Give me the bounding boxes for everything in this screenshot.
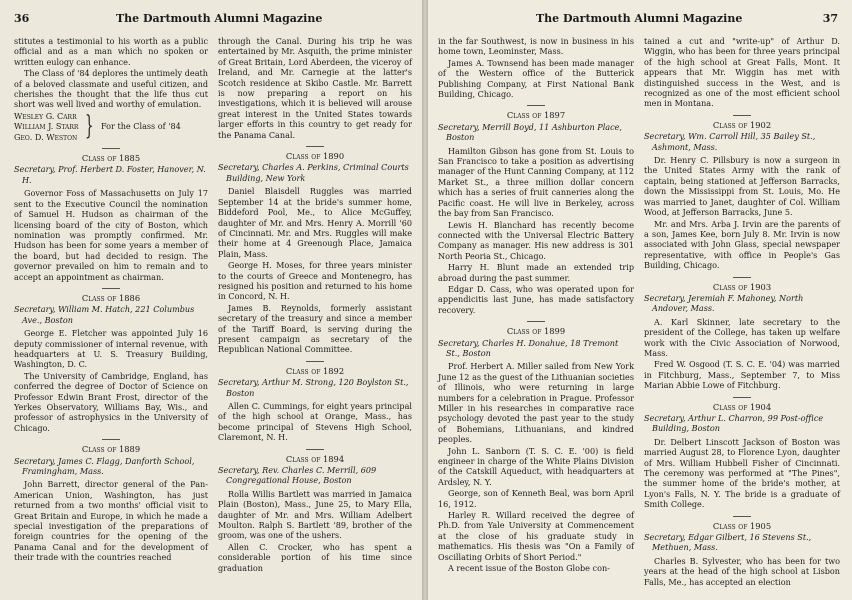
paragraph: The University of Cambridge, England, has conferred the degree of Doctor of Science on Professor Edwin Brant Frost, director of the Yerkes Observatory, Williams Bay, Wis., and professor of astrophysics in the University of Chicago. <box>14 370 208 433</box>
class-heading: Class of 1894 <box>218 449 412 464</box>
paragraph: Fred W. Osgood (T. S. C. E. '04) was married in Fitchburg, Mass., September 7, to Miss Marian Abbie Lowe of Fitchburg. <box>644 359 840 391</box>
secretary-line: Secretary, Wm. Carroll Hill, 35 Bailey St., Ashmont, Mass. <box>644 131 816 152</box>
class-heading: Class of 1890 <box>218 146 412 161</box>
paragraph: George E. Fletcher was appointed July 16 deputy commissioner of internal revenue, with headquarters at U. S. Treasury Building, Washington, D. C. <box>14 328 208 370</box>
paragraph: John L. Sanborn (T. S. C. E. '00) is field engineer in charge of the White Plains Division of the Catskill Aqueduct, with headquarters at Ardsley, N. Y. <box>438 445 634 487</box>
class-heading: Class of 1905 <box>644 516 840 531</box>
secretary-line: Secretary, Jeremiah F. Mahoney, North Andover, Mass. <box>644 292 804 314</box>
secretary-line: Secretary, Arthur L. Charron, 99 Post-office Building, Boston <box>644 413 824 434</box>
secretary-line: Secretary, Charles A. Perkins, Criminal Courts Building, New York <box>218 162 409 183</box>
brace-icon: } <box>85 111 94 142</box>
paragraph: Prof. Herbert A. Miller sailed from New York June 12 as the guest of the Lithuanian societies of Illinois, who were returning in large numbers for a celebration in Prague. Professor Miller in his researches in comparative race psychology devoted the past year to the study of Bohemians, Lithuanians, and kindred peoples. <box>438 361 634 445</box>
class-heading: Class of 1902 <box>644 115 840 130</box>
class-heading: Class of 1897 <box>438 105 634 120</box>
secretary-line: Secretary, Edgar Gilbert, 16 Stevens St., Methuen, Mass. <box>644 532 812 553</box>
paragraph: Daniel Blaisdell Ruggles was married September 14 at the bride's summer home, Biddeford Pool, Me., to Alice McGuffey, daughter of Mr. and Mrs. Henry A. Morrill '60 of Cincinnati. Mr. and Mrs. Ruggles will make their home at 4 Greenough Place, Jamaica Plain, Mass. <box>218 186 412 259</box>
class-heading: Class of 1899 <box>438 321 634 336</box>
paragraph: Charles B. Sylvester, who has been for two years at the head of the high school at Lisbon Falls, Me., has accepted an election <box>644 555 840 587</box>
paragraph: Mr. and Mrs. Arba J. Irvin are the parents of a son, James Kee, born July 8. Mr. Irvin is now associated with John Glass, special newspaper representative, with office in People's Gas Building, Chicago. <box>644 218 840 271</box>
running-head: The Dartmouth Alumni Magazine <box>536 12 743 25</box>
paragraph: Governor Foss of Massachusetts on July 17 sent to the Executive Council the nomination of Samuel H. Hudson as chairman of the licensing board of the city of Boston, which nomination was promptly confirmed. Mr. Hudson has been for some years a member of the board, but had decided to resign. The governor prevailed on him to remain and to accept an appointment as chairman. <box>14 188 208 282</box>
paragraph: through the Canal. During his trip he was entertained by Mr. Asquith, the prime minister of Great Britain, Lord Aberdeen, the viceroy of Ireland, and Mr. Carnegie at the latter's Scotch residence at Skibo Castle. Mr. Barrett is now preparing a report on his investigations, which it is believed will arouse great interest in the United States towards larger efforts in this country to get ready for the Panama Canal. <box>218 36 412 140</box>
page-number: 36 <box>14 12 30 25</box>
running-head: The Dartmouth Alumni Magazine <box>116 12 323 25</box>
signers-for: For the Class of '84 <box>100 121 181 132</box>
secretary-line: Secretary, Arthur M. Strong, 120 Boylston St., Boston <box>218 377 409 398</box>
right-column-1 <box>438 36 634 575</box>
paragraph: A recent issue of the Boston Globe con- <box>448 563 610 574</box>
paragraph: George H. Moses, for three years minister to the courts of Greece and Montenegro, has resigned his position and returned to his home in Concord, N. H. <box>218 260 412 302</box>
paragraph: Dr. Henry C. Pillsbury is now a surgeon in the United States Army with the rank of captain, being stationed at Jefferson Barracks, down the Mississippi from St. Louis, Mo. He was married to Janet, daughter of Col. William Wood, at Jefferson Barracks, June 5. <box>644 155 840 218</box>
paragraph: tained a cut and "write-up" of Arthur D. Wiggin, who has been for three years principal of the high school at Great Falls, Mont. It appears that Mr. Wiggin has met with distinguished success in the West, and is recognized as one of the most efficient school men in Montana. <box>644 36 840 109</box>
signer: William J. Starr <box>14 121 79 132</box>
secretary-line: Secretary, William M. Hatch, 221 Columbus Ave., Boston <box>14 304 195 325</box>
paragraph: Allen C. Crocker, who has spent a considerable portion of his time since graduation <box>218 541 412 573</box>
paragraph: George, son of Kenneth Beal, was born April 16, 1912. <box>438 488 634 509</box>
paragraph: A. Karl Skinner, late secretary to the president of the College, has taken up welfare work with the Civic Association of Norwood, Mass. <box>644 316 840 358</box>
paragraph: James A. Townsend has been made manager of the Western office of the Butterick Publishing Company, at First National Bank Building, Chicago. <box>438 57 634 100</box>
paragraph: Rolla Willis Bartlett was married in Jamaica Plain (Boston), Mass., June 25, to Mary Ella, daughter of Mr. and Mrs. William Adelbert Moulton. Ralph S. Bartlett '89, brother of the groom, was one of the ushers. <box>218 488 412 541</box>
paragraph: John Barrett, director general of the Pan-American Union, Washington, has just returned from a two months' official visit to Great Britain and Europe, in which he made a special investigation of the preparations of foreign countries for the opening of the Panama Canal and for the development of their trade with the countries reached <box>14 479 208 563</box>
class-heading: Class of 1889 <box>14 439 208 454</box>
signer: Geo. D. Weston <box>14 131 78 142</box>
left-column-1 <box>14 36 208 564</box>
paragraph: James B. Reynolds, formerly assistant secretary of the treasury and since a member of the Tariff Board, is serving during the present campaign as secretary of the Republican National Committee. <box>218 302 412 355</box>
paragraph: Harley R. Willard received the degree of Ph.D. from Yale University at Commencement at the close of his graduate study in mathematics. His thesis was "On a Family of Oscillating Orbits of Short Period." <box>438 510 634 562</box>
page-number: 37 <box>822 12 838 25</box>
paragraph: Allen C. Cummings, for eight years principal of the high school at Orange, Mass., has become principal of Stevens High School, Claremont, N. H. <box>218 401 412 443</box>
signer: Wesley G. Carr <box>14 110 77 121</box>
paragraph: Edgar D. Cass, who was operated upon for appendicitis last June, has made satisfactory recovery. <box>438 283 634 315</box>
left-column-2 <box>218 36 412 574</box>
class-heading: Class of 1886 <box>14 288 208 303</box>
class-heading: Class of 1892 <box>218 361 412 376</box>
left-page <box>0 0 422 600</box>
right-column-2 <box>644 36 840 588</box>
secretary-line: Secretary, Rev. Charles C. Merrill, 609 Congregational House, Boston <box>218 465 377 486</box>
paragraph: in the far Southwest, is now in business in his home town, Leominster, Mass. <box>438 36 634 57</box>
paragraph: Harry H. Blunt made an extended trip abroad during the past summer. <box>438 262 634 283</box>
class-heading: Class of 1904 <box>644 397 840 412</box>
class-heading: Class of 1903 <box>644 277 840 292</box>
secretary-line: Secretary, Merrill Boyd, 11 Ashburton Place, Boston <box>438 121 623 143</box>
paragraph: Hamilton Gibson has gone from St. Louis to San Francisco to take a position as advertising manager of the Hunt Canning Company, at 112 Market St., a three million dollar concern which has a series of fruit canneries along the Pacific coast. He will live in Berkeley, across the bay from San Francisco. <box>438 145 634 219</box>
secretary-line: Secretary, James C. Flagg, Danforth School, Framingham, Mass. <box>14 455 195 477</box>
paragraph: Dr. Delbert Linscott Jackson of Boston was married August 28, to Florence Lyon, daughter of Mrs. William Hubbell Fisher of Cincinnati. The ceremony was performed at "The Pines", the summer home of the bride's mother, at Lyon's Falls, N. Y. The bride is a graduate of Smith College. <box>644 436 840 510</box>
paragraph: Lewis H. Blanchard has recently become connected with the Universal Electric Battery Company as manager. His new address is 301 North Peoria St., Chicago. <box>438 219 634 261</box>
paragraph: stitutes a testimonial to his worth as a public official and as a man which no spoken or written eulogy can enhance. <box>14 36 208 67</box>
paragraph: The Class of '84 deplores the untimely death of a beloved classmate and useful citizen, and cherishes the thought that the life thus cut short was well lived and worthy of emulation. <box>14 68 208 110</box>
signature-block <box>14 111 208 142</box>
class-heading: Class of 1885 <box>14 148 208 163</box>
secretary-line: Secretary, Prof. Herbert D. Foster, Hanover, N. H. <box>14 164 206 185</box>
right-page <box>428 0 852 600</box>
secretary-line: Secretary, Charles H. Donahue, 18 Tremont St., Boston <box>438 337 619 358</box>
